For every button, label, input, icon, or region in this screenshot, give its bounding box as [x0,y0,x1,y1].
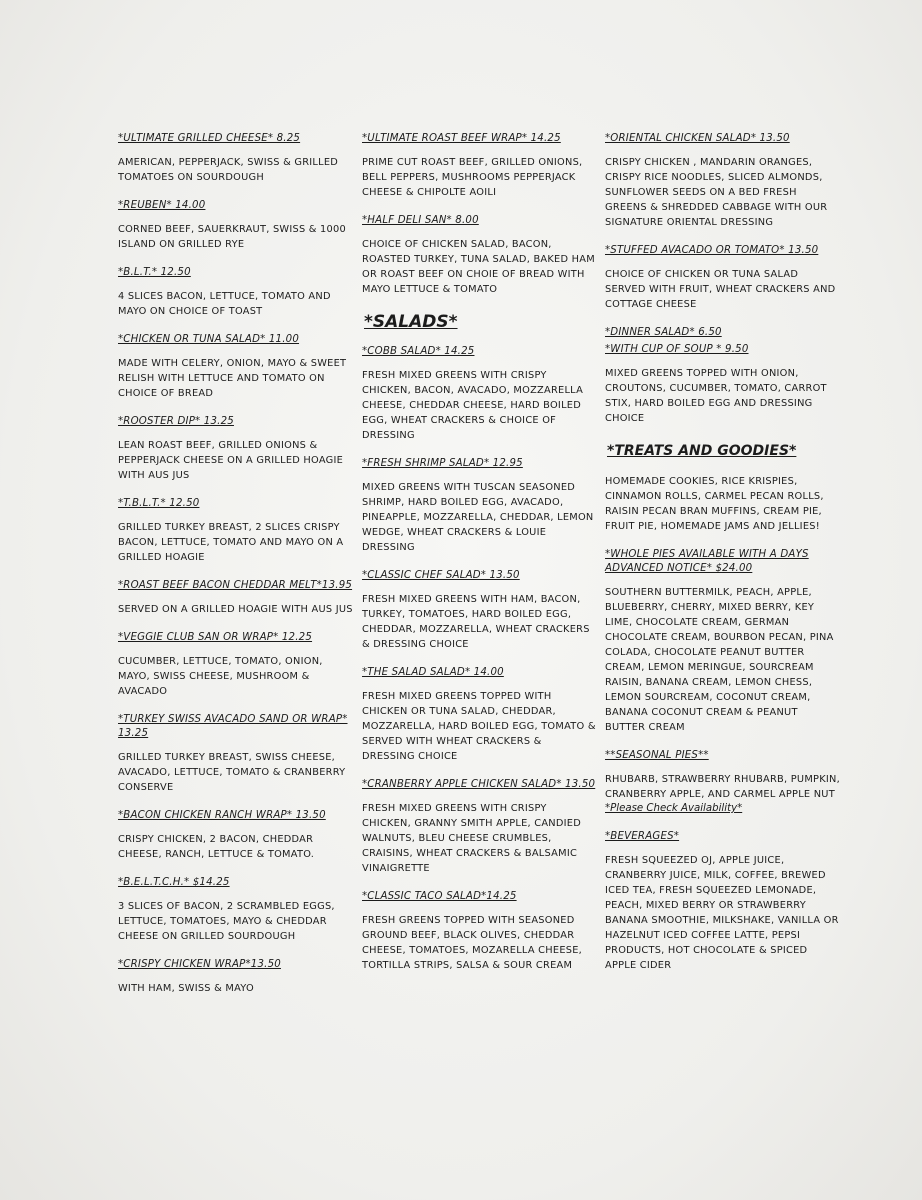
menu-item-title: *COBB SALAD* 14.25 [362,346,475,357]
menu-item-title: *HALF DELI SAN* 8.00 [362,215,479,226]
menu-item-description: CRISPY CHICKEN, 2 BACON, CHEDDAR CHEESE, RANCH, LETTUCE & TOMATO. [118,834,315,860]
menu-item [362,214,597,297]
menu-item-dinner-salad [605,326,840,426]
menu-item-title: *STUFFED AVACADO OR TOMATO* 13.50 [605,245,819,256]
menu-item-title: *ROOSTER DIP* 13.25 [118,416,234,427]
menu-item [118,958,353,996]
menu-item-title: *CLASSIC CHEF SALAD* 13.50 [362,570,520,581]
menu-item-whole-pies [605,548,840,735]
menu-item-title: *T.B.L.T.* 12.50 [118,498,200,509]
menu-item-description: HOMEMADE COOKIES, RICE KRISPIES, CINNAMON ROLLS, CARMEL PECAN ROLLS, RAISIN PECAN BRAN MUFFINS, CREAM PIE, FRUIT PIE, HOMEMADE JAMS AND JELLIES! [605,476,824,532]
menu-item-title: *DINNER SALAD* 6.50 [605,327,722,338]
menu-item [118,333,353,401]
menu-item-description: SERVED ON A GRILLED HOAGIE WITH AUS JUS [118,604,353,615]
menu-item [118,132,353,185]
menu-item-description: AMERICAN, PEPPERJACK, SWISS & GRILLED TOMATOES ON SOURDOUGH [118,157,339,183]
menu-item [605,244,840,312]
menu-item-title: *TURKEY SWISS AVACADO SAND OR WRAP* 13.25 [118,714,348,739]
menu-item-description: 4 SLICES BACON, LETTUCE, TOMATO AND MAYO ON CHOICE OF TOAST [118,291,331,317]
menu-item [118,579,353,617]
menu-item-description: FRESH SQUEEZED OJ, APPLE JUICE, CRANBERRY JUICE, MILK, COFFEE, BREWED ICED TEA, FRESH SQUEEZED LEMONADE, PEACH, MIXED BERRY OR STRAWBERRY BANANA SMOOTHIE, MILKSHAKE, VANILLA OR HAZELNUT ICED COFFEE LATTE, PEPSI PRODUCTS, HOT CHOCOLATE & SPICED APPLE CIDER [605,855,839,971]
menu-item-title-soup: *WITH CUP OF SOUP * 9.50 [605,344,749,355]
menu-item [118,199,353,252]
menu-item-title: *CHICKEN OR TUNA SALAD* 11.00 [118,334,300,345]
menu-item-description: RHUBARB, STRAWBERRY RHUBARB, PUMPKIN, CRANBERRY APPLE, AND CARMEL APPLE NUT [605,774,840,800]
treats-heading: *TREATS AND GOODIES* [607,443,797,459]
treats-list [605,474,840,534]
menu-column-wraps-salads [362,132,597,987]
menu-item-seasonal-pies [605,749,840,816]
menu-item [362,457,597,555]
menu-item-description: FRESH MIXED GREENS WITH CRISPY CHICKEN, BACON, AVACADO, MOZZARELLA CHEESE, CHEDDAR CHEESE, HARD BOILED EGG, WHEAT CRACKERS & CHOICE OF DRESSING [362,370,584,441]
menu-item [118,497,353,565]
menu-item-title: *ULTIMATE ROAST BEEF WRAP* 14.25 [362,133,561,144]
menu-item-description: CRISPY CHICKEN , MANDARIN ORANGES, CRISPY RICE NOODLES, SLICED ALMONDS, SUNFLOWER SEEDS ON A BED FRESH GREENS & SHREDDED CABBAGE WITH OUR SIGNATURE ORIENTAL DRESSING [605,157,828,228]
menu-column-salads-treats [605,132,840,987]
menu-item-title: *ROAST BEEF BACON CHEDDAR MELT*13.95 [118,580,353,591]
menu-item-title: *ULTIMATE GRILLED CHEESE* 8.25 [118,133,301,144]
menu-item-title: *B.L.T.* 12.50 [118,267,191,278]
menu-item-title: *WHOLE PIES AVAILABLE WITH A DAYS ADVANCED NOTICE* $24.00 [605,549,809,574]
menu-item-title: *CRISPY CHICKEN WRAP*13.50 [118,959,281,970]
menu-item [118,266,353,319]
menu-item-title: *CLASSIC TACO SALAD*14.25 [362,891,517,902]
menu-item [605,132,840,230]
menu-item [362,666,597,764]
availability-note: *Please Check Availability* [605,803,743,814]
menu-item-description: FRESH MIXED GREENS TOPPED WITH CHICKEN OR TUNA SALAD, CHEDDAR, MOZZARELLA, HARD BOILED EGG, TOMATO & SERVED WITH WHEAT CRACKERS & DRESSING CHOICE [362,691,596,762]
menu-item-title: *FRESH SHRIMP SALAD* 12.95 [362,458,523,469]
menu-item-title: *THE SALAD SALAD* 14.00 [362,667,504,678]
menu-item-description: PRIME CUT ROAST BEEF, GRILLED ONIONS, BELL PEPPERS, MUSHROOMS PEPPERJACK CHEESE & CHIPOLTE AOILI [362,157,583,198]
menu-item [362,890,597,973]
menu-item-description: GRILLED TURKEY BREAST, 2 SLICES CRISPY BACON, LETTUCE, TOMATO AND MAYO ON A GRILLED HOAGIE [118,522,344,563]
menu-item [118,809,353,862]
menu-item-title: *BEVERAGES* [605,831,680,842]
menu-item-description: CHOICE OF CHICKEN OR TUNA SALAD SERVED WITH FRUIT, WHEAT CRACKERS AND COTTAGE CHEESE [605,269,836,310]
menu-column-sandwiches [118,132,353,1010]
menu-item [362,132,597,200]
menu-item-description: WITH HAM, SWISS & MAYO [118,983,254,994]
menu-item-description: MIXED GREENS TOPPED WITH ONION, CROUTONS, CUCUMBER, TOMATO, CARROT STIX, HARD BOILED EGG AND DRESSING CHOICE [605,368,827,424]
menu-item-description: SOUTHERN BUTTERMILK, PEACH, APPLE, BLUEBERRY, CHERRY, MIXED BERRY, KEY LIME, CHOCOLATE CREAM, GERMAN CHOCOLATE CREAM, BOURBON PECAN, PINA COLADA, CHOCOLATE PEANUT BUTTER CREAM, LEMON MERINGUE, SOURCREAM RAISIN, BANANA CREAM, LEMON CHESS, LEMON SOURCREAM, COCONUT CREAM, BANANA COCONUT CREAM & PEANUT BUTTER CREAM [605,587,834,733]
menu-item-description: FRESH GREENS TOPPED WITH SEASONED GROUND BEEF, BLACK OLIVES, CHEDDAR CHEESE, TOMATOES, MOZARELLA CHEESE, TORTILLA STRIPS, SALSA & SOUR CREAM [362,915,583,971]
menu-item-beverages [605,830,840,973]
menu-item-description: MADE WITH CELERY, ONION, MAYO & SWEET RELISH WITH LETTUCE AND TOMATO ON CHOICE OF BREAD [118,358,347,399]
menu-item [362,778,597,876]
menu-item-description: LEAN ROAST BEEF, GRILLED ONIONS & PEPPERJACK CHEESE ON A GRILLED HOAGIE WITH AUS JUS [118,440,344,481]
menu-item [118,713,353,795]
menu-item-description: FRESH MIXED GREENS WITH HAM, BACON, TURKEY, TOMATOES, HARD BOILED EGG, CHEDDAR, MOZZARELLA, WHEAT CRACKERS & DRESSING CHOICE [362,594,590,650]
menu-item [362,569,597,652]
salads-heading: *SALADS* [364,312,458,332]
menu-item-title: **SEASONAL PIES** [605,750,709,761]
menu-item-description: CUCUMBER, LETTUCE, TOMATO, ONION, MAYO, SWISS CHEESE, MUSHROOM & AVACADO [118,656,323,697]
menu-item-title: *B.E.L.T.C.H.* $14.25 [118,877,230,888]
menu-item-title: *ORIENTAL CHICKEN SALAD* 13.50 [605,133,790,144]
menu-item-title: *VEGGIE CLUB SAN OR WRAP* 12.25 [118,632,313,643]
menu-item-title: *CRANBERRY APPLE CHICKEN SALAD* 13.50 [362,779,596,790]
menu-item-description: 3 SLICES OF BACON, 2 SCRAMBLED EGGS, LETTUCE, TOMATOES, MAYO & CHEDDAR CHEESE ON GRILLED SOURDOUGH [118,901,335,942]
menu-item-title: *REUBEN* 14.00 [118,200,206,211]
menu-item-description: GRILLED TURKEY BREAST, SWISS CHEESE, AVACADO, LETTUCE, TOMATO & CRANBERRY CONSERVE [118,752,346,793]
menu-item [118,876,353,944]
menu-item [118,415,353,483]
menu-item-description: CORNED BEEF, SAUERKRAUT, SWISS & 1000 ISLAND ON GRILLED RYE [118,224,346,250]
menu-item-description: FRESH MIXED GREENS WITH CRISPY CHICKEN, GRANNY SMITH APPLE, CANDIED WALNUTS, BLEU CHEESE CRUMBLES, CRAISINS, WHEAT CRACKERS & BALSAMIC VINAIGRETTE [362,803,582,874]
menu-item-title: *BACON CHICKEN RANCH WRAP* 13.50 [118,810,326,821]
menu-item [362,345,597,443]
menu-item-description: MIXED GREENS WITH TUSCAN SEASONED SHRIMP, HARD BOILED EGG, AVACADO, PINEAPPLE, MOZZARELLA, CHEDDAR, LEMON WEDGE, WHEAT CRACKERS & LOUIE DRESSING [362,482,594,553]
menu-item-description: CHOICE OF CHICKEN SALAD, BACON, ROASTED TURKEY, TUNA SALAD, BAKED HAM OR ROAST BEEF ON CHOIE OF BREAD WITH MAYO LETTUCE & TOMATO [362,239,595,295]
menu-item [118,631,353,699]
